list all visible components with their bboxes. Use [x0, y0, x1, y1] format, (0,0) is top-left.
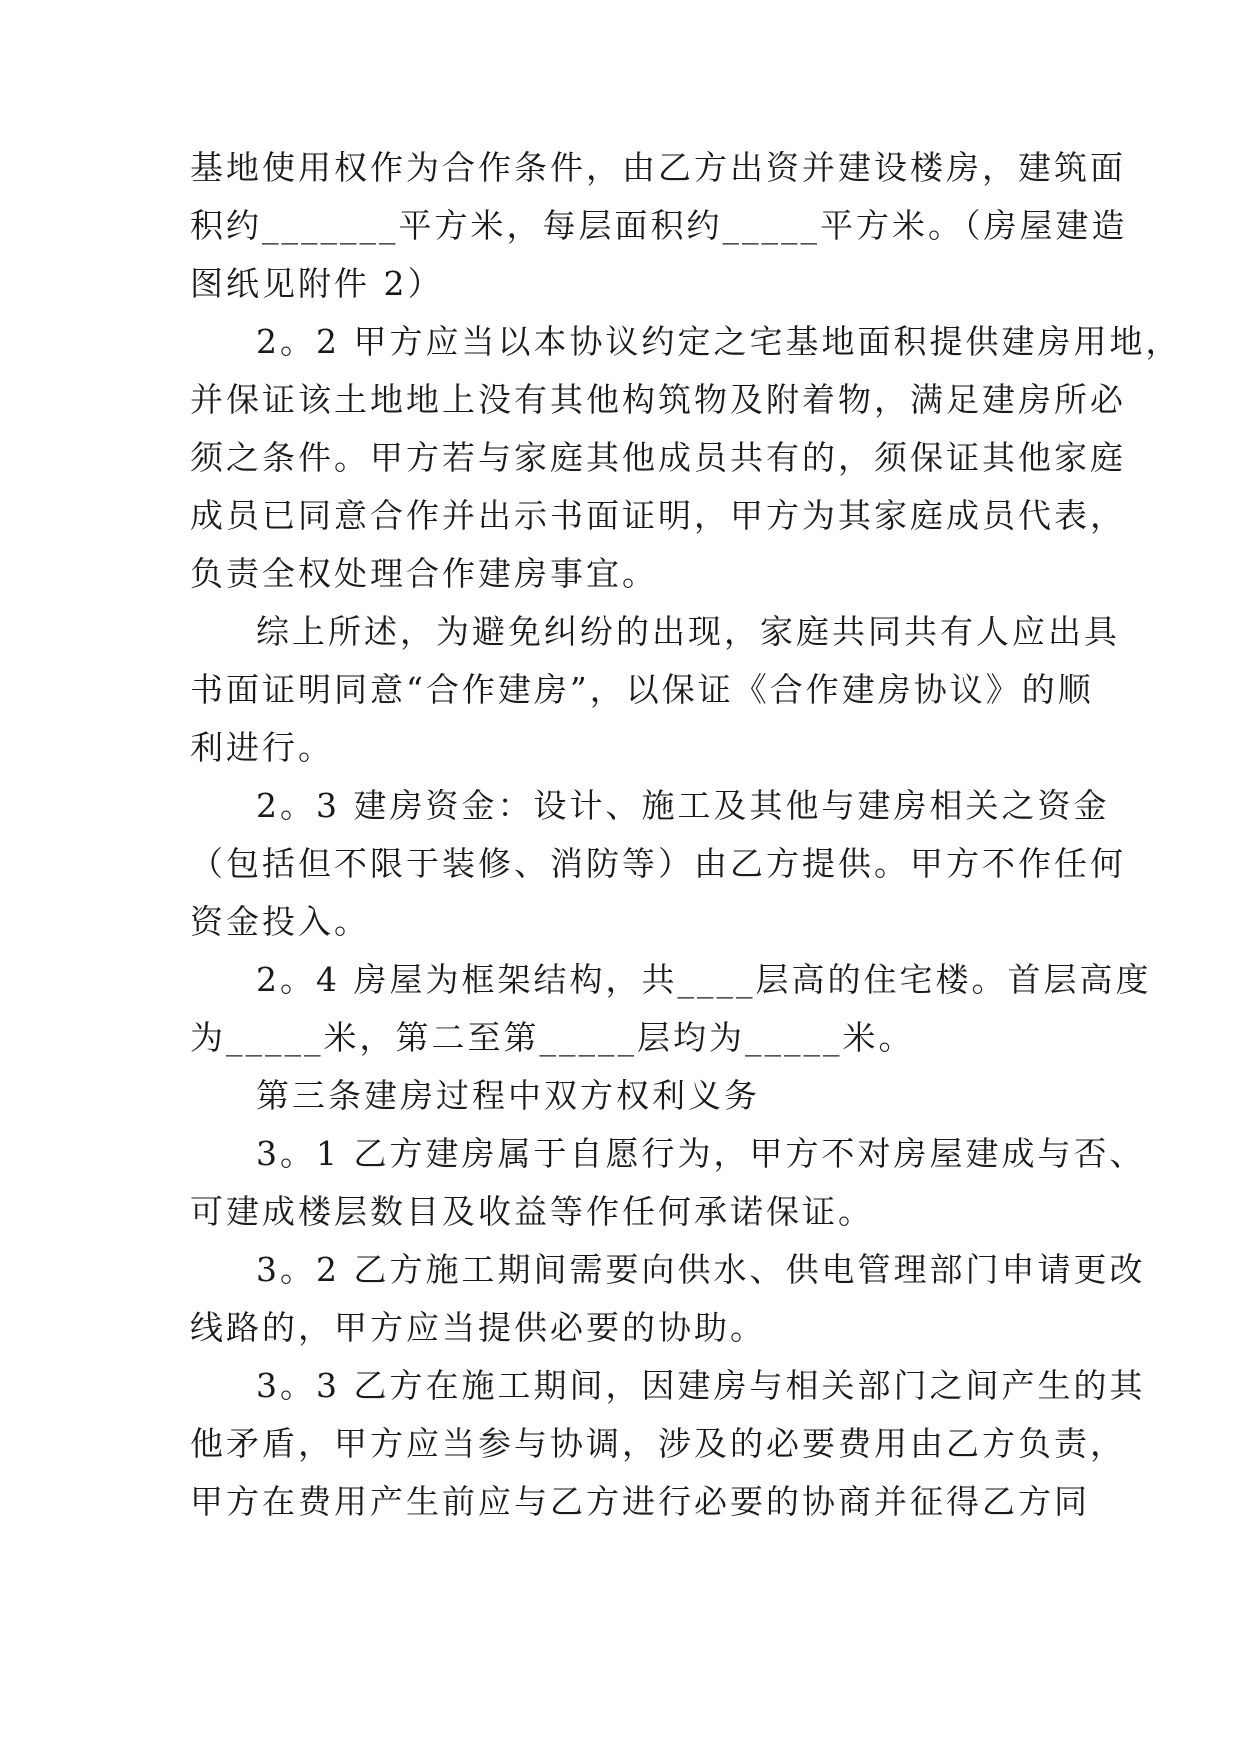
text-line: 线路的，甲方应当提供必要的协助。: [190, 1308, 766, 1347]
text-line: 并保证该土地地上没有其他构筑物及附着物，满足建房所必: [190, 380, 1126, 419]
text-line: 2。2 甲方应当以本协议约定之宅基地面积提供建房用地，: [256, 322, 1182, 361]
text-line: 利进行。: [190, 728, 334, 767]
text-line: 他矛盾，甲方应当参与协调，涉及的必要费用由乙方负责，: [190, 1424, 1126, 1463]
text-line: 须之条件。甲方若与家庭其他成员共有的，须保证其他家庭: [190, 438, 1126, 477]
text-line: 3。3 乙方在施工期间，因建房与相关部门之间产生的其: [256, 1366, 1146, 1405]
text-line: 图纸见附件 2）: [190, 264, 444, 303]
text-line: 成员已同意合作并出示书面证明，甲方为其家庭成员代表，: [190, 496, 1126, 535]
text-line: 基地使用权作为合作条件，由乙方出资并建设楼房，建筑面: [190, 148, 1126, 187]
text-line: 2。3 建房资金：设计、施工及其他与建房相关之资金: [256, 786, 1110, 825]
text-line: 负责全权处理合作建房事宜。: [190, 554, 658, 593]
text-line: 2。4 房屋为框架结构，共____层高的住宅楼。首层高度: [256, 960, 1152, 999]
text-line: 可建成楼层数目及收益等作任何承诺保证。: [190, 1192, 874, 1231]
text-line: 3。1 乙方建房属于自愿行为，甲方不对房屋建成与否、: [256, 1134, 1146, 1173]
text-line: 书面证明同意“合作建房”，以保证《合作建房协议》的顺: [190, 670, 1094, 709]
text-line: 甲方在费用产生前应与乙方进行必要的协商并征得乙方同: [190, 1482, 1090, 1521]
text-line: 3。2 乙方施工期间需要向供水、供电管理部门申请更改: [256, 1250, 1146, 1289]
section-heading: 第三条建房过程中双方权利义务: [256, 1076, 760, 1115]
text-line: （包括但不限于装修、消防等）由乙方提供。甲方不作任何: [190, 844, 1126, 883]
text-line: 为_____米，第二至第_____层均为_____米。: [190, 1018, 915, 1057]
text-line: 综上所述，为避免纠纷的出现，家庭共同共有人应出具: [256, 612, 1120, 651]
text-line: 积约_______平方米，每层面积约_____平方米。（房屋建造: [190, 206, 1128, 245]
text-line: 资金投入。: [190, 902, 370, 941]
